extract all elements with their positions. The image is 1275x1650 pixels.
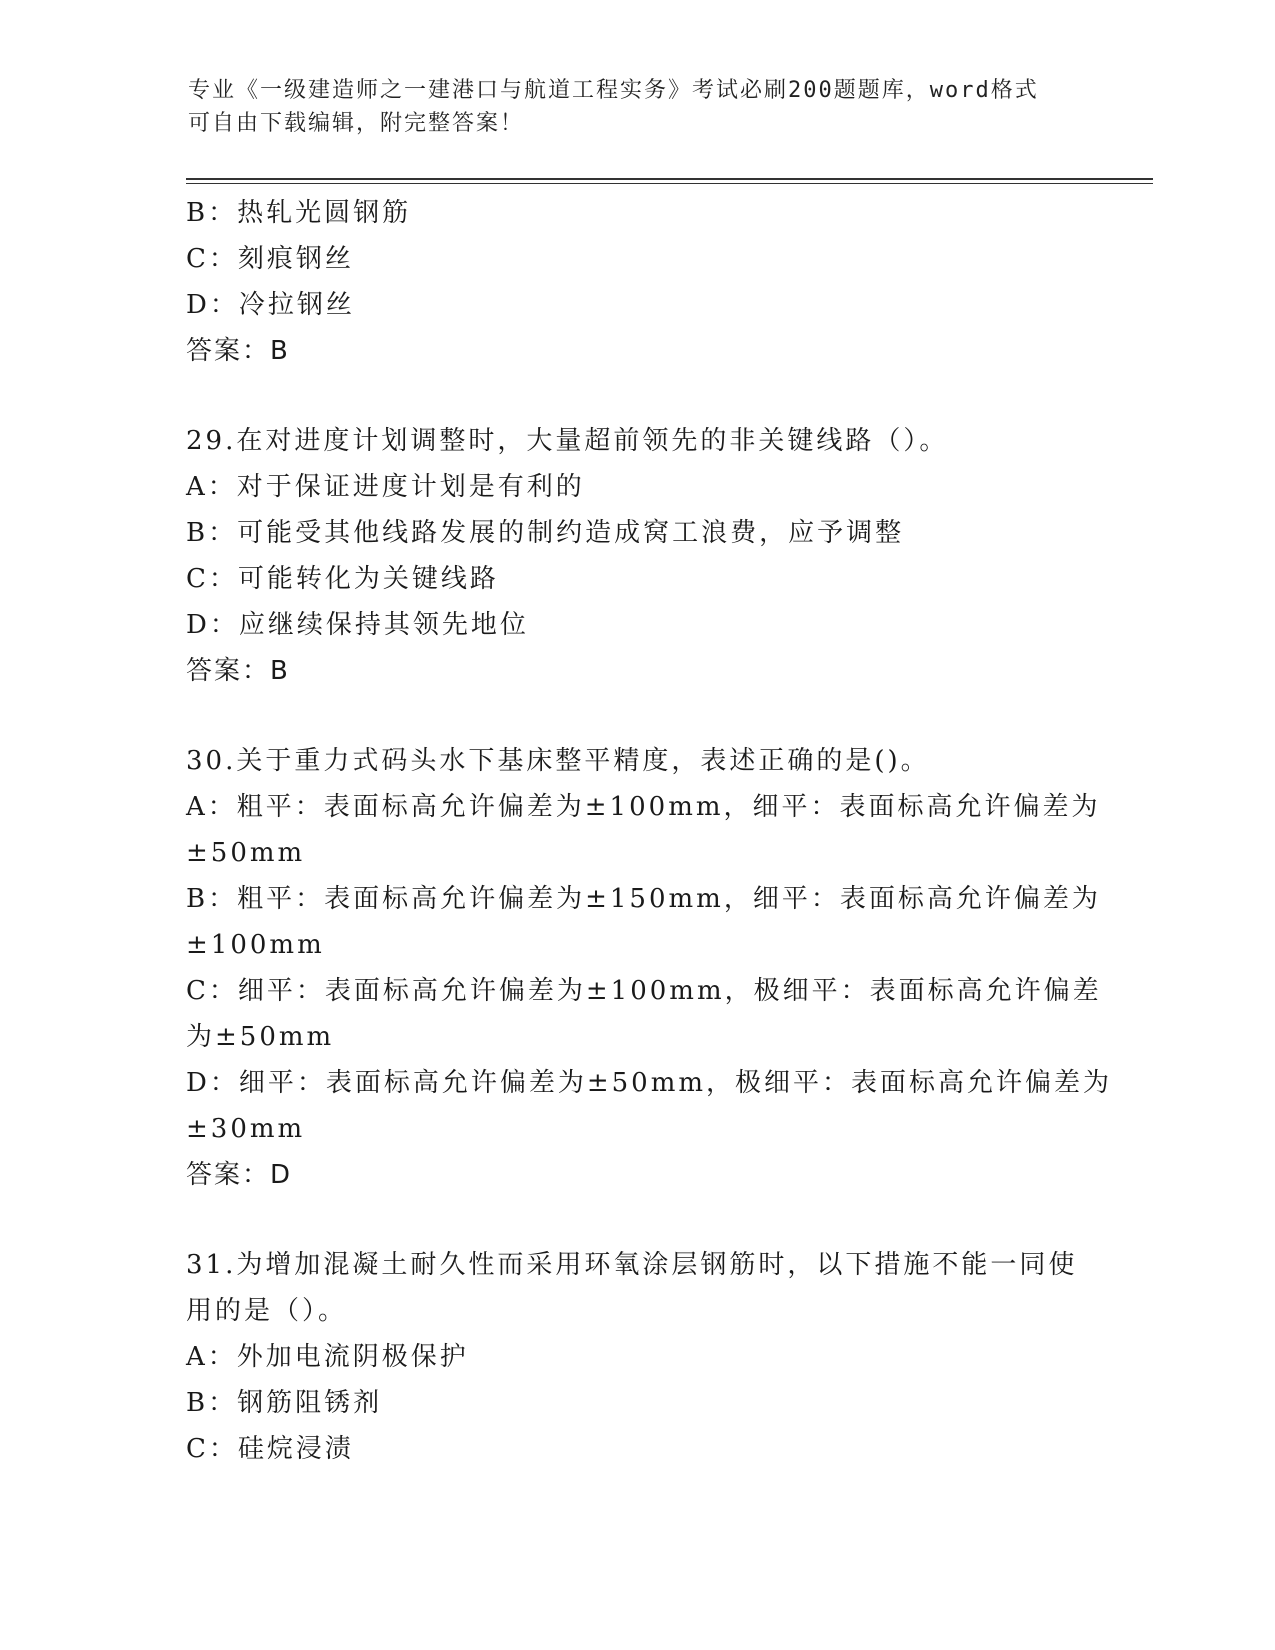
question-stem: 30.关于重力式码头水下基床整平精度，表述正确的是()。 (186, 746, 930, 776)
header-divider-thin (186, 183, 1153, 184)
question-list (186, 190, 1113, 1472)
question-30 (186, 738, 1113, 1198)
option-d: D：细平：表面标高允许偏差为±50mm，极细平：表面标高允许偏差为 (186, 1068, 1113, 1098)
option-c-continued: 为±50mm (186, 1022, 335, 1052)
question-stem: 29.在对进度计划调整时，大量超前领先的非关键线路（）。 (186, 426, 949, 456)
question-stem-continued: 用的是（）。 (186, 1296, 348, 1326)
answer: 答案：D (186, 1160, 293, 1190)
option-d-continued: ±30mm (186, 1114, 306, 1144)
option-b: B：可能受其他线路发展的制约造成窝工浪费，应予调整 (186, 518, 905, 548)
option-c: C：细平：表面标高允许偏差为±100mm，极细平：表面标高允许偏差 (186, 976, 1102, 1006)
option-c: C：刻痕钢丝 (186, 244, 354, 274)
question-stem: 31.为增加混凝土耐久性而采用环氧涂层钢筋时，以下措施不能一同使 (186, 1250, 1078, 1280)
document-header (188, 74, 1068, 140)
option-d: D：冷拉钢丝 (186, 290, 355, 320)
question-28 (186, 190, 1086, 374)
option-b: B：钢筋阻锈剂 (186, 1388, 383, 1418)
option-b: B：热轧光圆钢筋 (186, 198, 412, 228)
question-29 (186, 418, 1086, 694)
option-a: A：粗平：表面标高允许偏差为±100mm，细平：表面标高允许偏差为 (186, 792, 1101, 822)
option-b-continued: ±100mm (186, 930, 325, 960)
option-a-continued: ±50mm (186, 838, 306, 868)
option-b: B：粗平：表面标高允许偏差为±150mm，细平：表面标高允许偏差为 (186, 884, 1101, 914)
header-line-2: 可自由下载编辑，附完整答案！ (188, 111, 525, 136)
option-c: C：可能转化为关键线路 (186, 564, 499, 594)
option-d: D：应继续保持其领先地位 (186, 610, 529, 640)
option-c: C：硅烷浸渍 (186, 1434, 354, 1464)
option-a: A：外加电流阴极保护 (186, 1342, 469, 1372)
header-divider (186, 178, 1153, 180)
question-31 (186, 1242, 1086, 1472)
answer: 答案：B (186, 656, 290, 686)
header-line-1: 专业《一级建造师之一建港口与航道工程实务》考试必刷200题题库，word格式 (188, 78, 1039, 103)
option-a: A：对于保证进度计划是有利的 (186, 472, 585, 502)
answer: 答案：B (186, 336, 290, 366)
